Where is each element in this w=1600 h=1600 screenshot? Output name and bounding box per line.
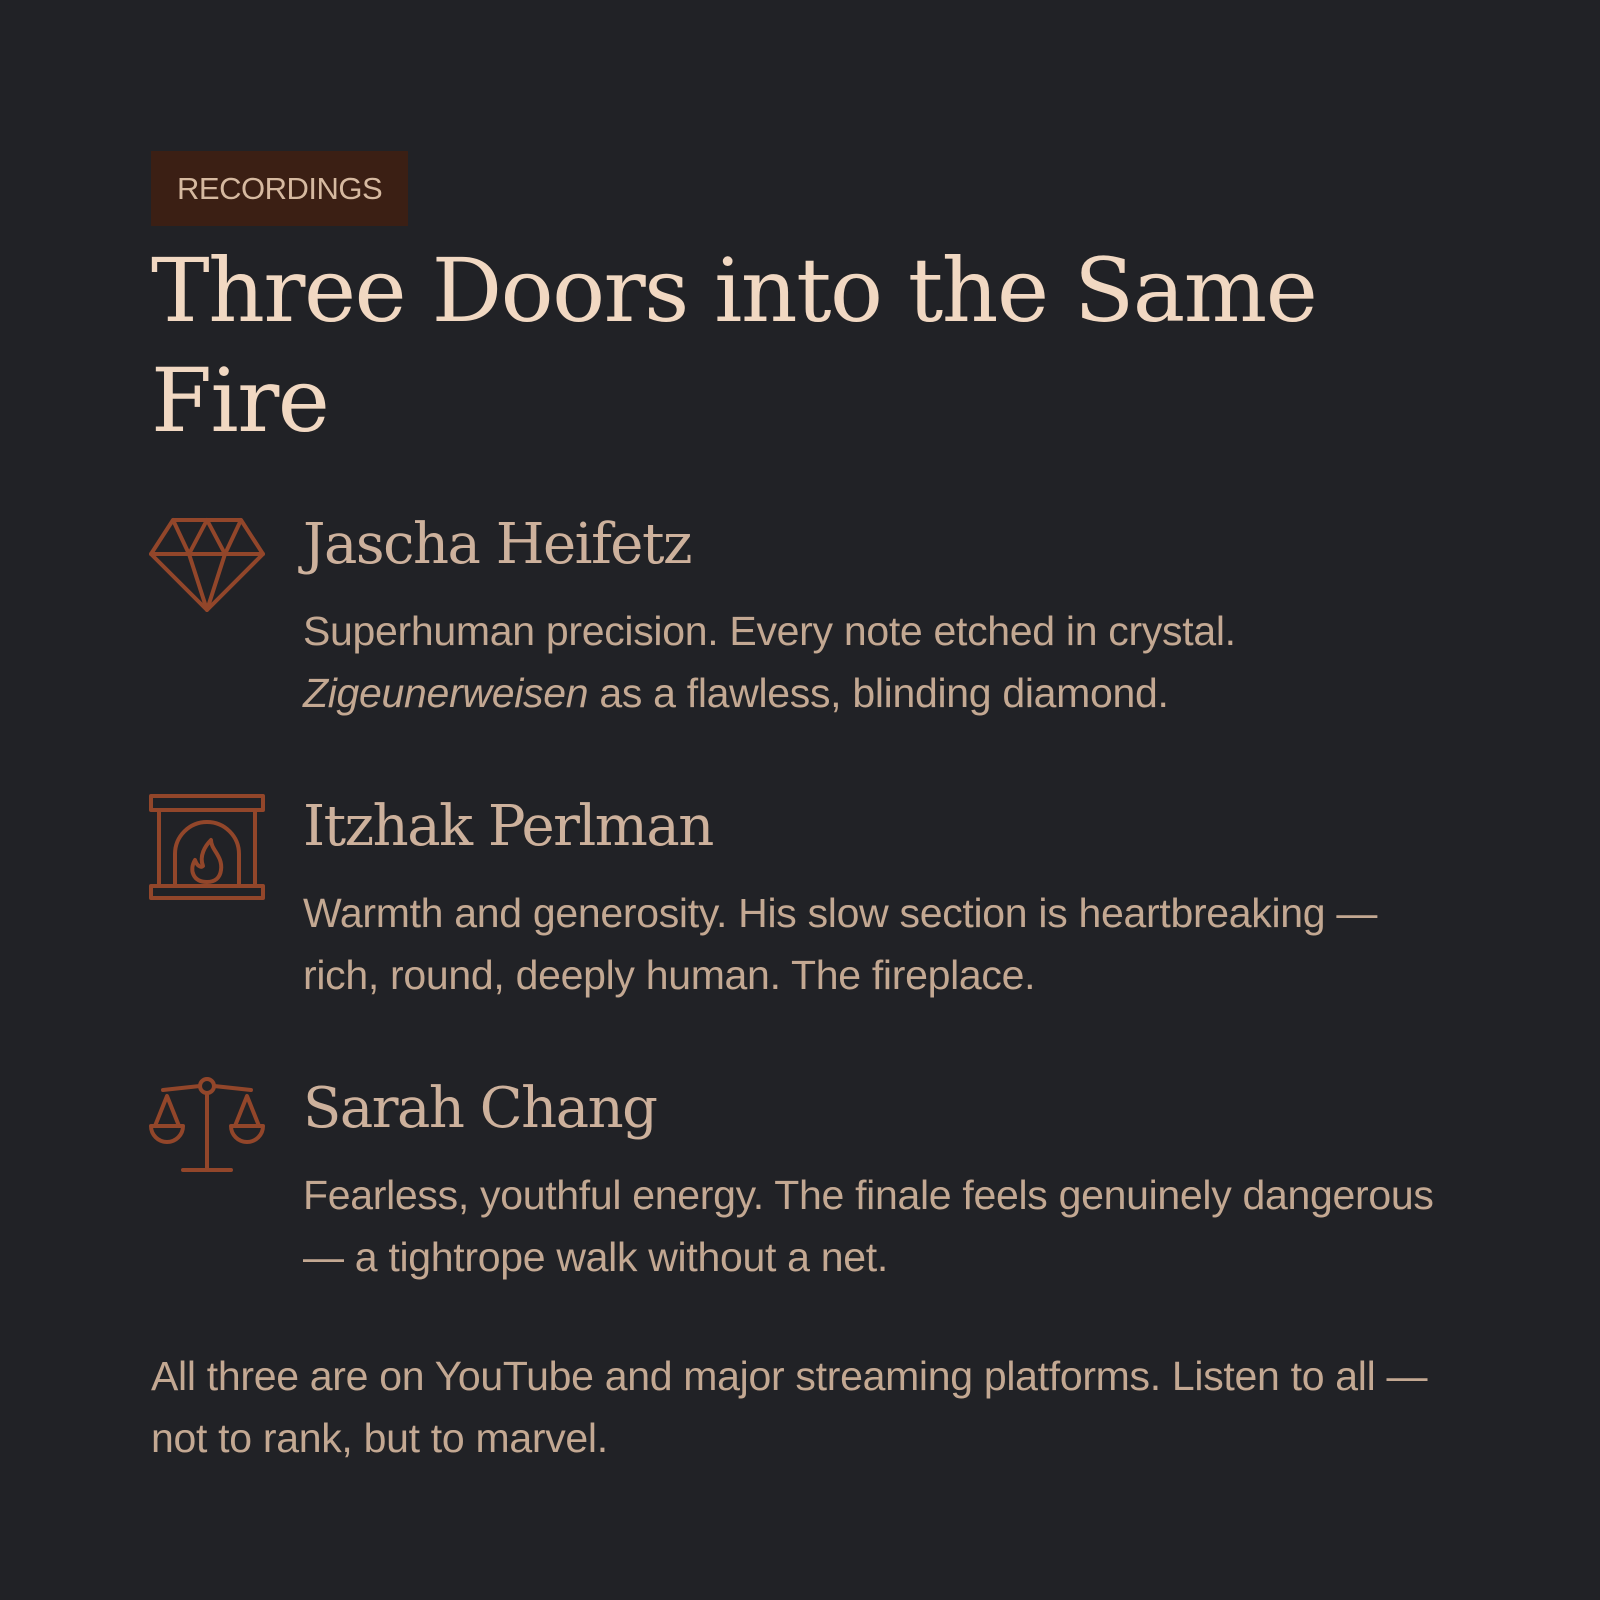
performer-description xyxy=(303,600,1463,724)
description-line: Superhuman precision. Every note etched in crystal. xyxy=(303,608,1236,654)
recording-entry-chang xyxy=(151,1074,1450,1356)
fireplace-icon xyxy=(149,794,265,902)
performer-description: Fearless, youthful energy. The finale feels genuinely dangerous — a tightrope walk without a net. xyxy=(303,1172,1434,1280)
page-title: Three Doors into the Same Fire xyxy=(151,239,1317,452)
recording-entry-heifetz xyxy=(151,510,1450,792)
closing-note: All three are on YouTube and major streaming platforms. Listen to all — not to rank, but to marvel. xyxy=(151,1353,1428,1461)
scales-icon xyxy=(149,1076,265,1176)
performer-name: Jascha Heifetz xyxy=(303,512,691,577)
section-tag: RECORDINGS xyxy=(151,151,408,226)
work-title: Zigeunerweisen xyxy=(303,670,589,716)
description-line: as a flawless, blinding diamond. xyxy=(588,670,1169,716)
recordings-list xyxy=(151,510,1450,1356)
performer-description: Warmth and generosity. His slow section is heartbreaking — rich, round, deeply human. The fireplace. xyxy=(303,890,1378,998)
performer-name: Itzhak Perlman xyxy=(303,794,713,859)
recording-entry-perlman xyxy=(151,792,1450,1074)
diamond-icon xyxy=(149,516,265,612)
performer-name: Sarah Chang xyxy=(303,1076,657,1141)
